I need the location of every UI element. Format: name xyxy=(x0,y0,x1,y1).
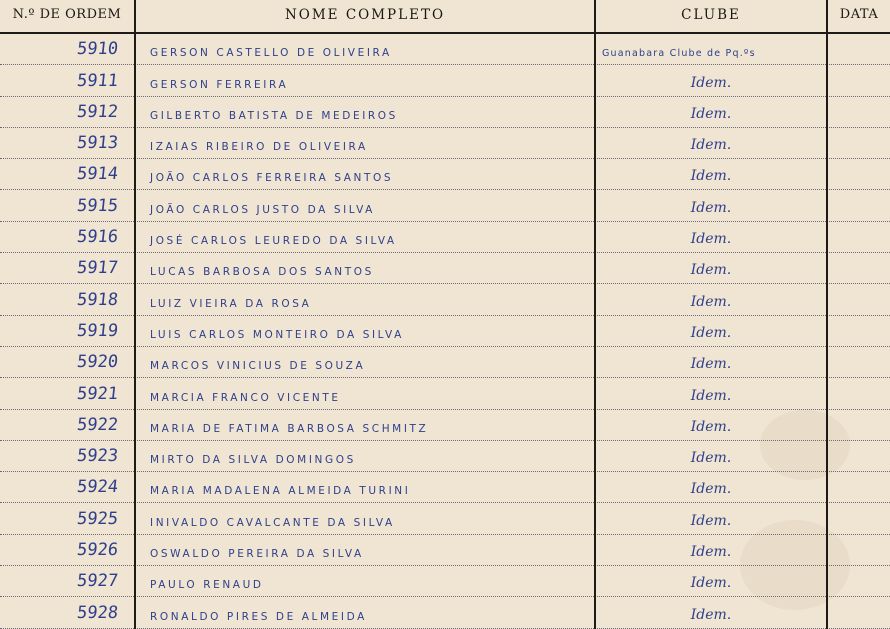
header-numero: N.º DE ORDEM xyxy=(12,7,122,22)
entry-club: Idem. xyxy=(690,512,732,529)
column-divider xyxy=(594,0,596,629)
entry-full-name: LUCAS BARBOSA DOS SANTOS xyxy=(150,266,374,279)
entry-full-name: RONALDO PIRES DE ALMEIDA xyxy=(150,610,367,623)
entry-number: 5917 xyxy=(75,258,120,279)
entry-full-name: JOSÉ CARLOS LEUREDO DA SILVA xyxy=(150,235,397,248)
entry-club: Idem. xyxy=(690,387,732,404)
entry-number: 5928 xyxy=(75,602,120,623)
entry-club: Idem. xyxy=(690,606,732,623)
entry-full-name: OSWALDO PEREIRA DA SILVA xyxy=(150,548,364,561)
entry-number: 5918 xyxy=(75,289,120,310)
entry-full-name: MARIA MADALENA ALMEIDA TURINI xyxy=(150,485,411,498)
entry-number: 5911 xyxy=(75,70,120,91)
entry-club: Idem. xyxy=(690,356,732,373)
entry-number: 5915 xyxy=(75,195,120,216)
entry-full-name: INIVALDO CAVALCANTE DA SILVA xyxy=(150,516,395,529)
entry-club: Idem. xyxy=(690,293,732,310)
entry-full-name: LUIZ VIEIRA DA ROSA xyxy=(150,297,312,310)
entry-club: Idem. xyxy=(690,544,732,561)
entry-full-name: JOÃO CARLOS JUSTO DA SILVA xyxy=(150,203,375,216)
entry-club: Idem. xyxy=(690,324,732,341)
entry-full-name: GILBERTO BATISTA DE MEDEIROS xyxy=(150,109,398,122)
entry-club: Idem. xyxy=(690,231,732,248)
entry-number: 5923 xyxy=(75,446,120,467)
entry-club: Idem. xyxy=(690,262,732,279)
header-data: DATA xyxy=(839,7,879,22)
entry-number: 5913 xyxy=(75,133,120,154)
entry-number: 5920 xyxy=(75,352,120,373)
header-nome: NOME COMPLETO xyxy=(284,7,446,23)
entry-number: 5924 xyxy=(75,477,120,498)
entry-club: Idem. xyxy=(690,575,732,592)
entry-club: Idem. xyxy=(690,105,732,122)
entry-full-name: GERSON CASTELLO DE OLIVEIRA xyxy=(150,47,392,60)
entry-club: Idem. xyxy=(690,74,732,91)
entry-club: Idem. xyxy=(690,450,732,467)
entry-club: Idem. xyxy=(690,481,732,498)
entry-number: 5927 xyxy=(75,571,120,592)
entry-number: 5919 xyxy=(75,320,120,341)
entry-number: 5925 xyxy=(75,508,120,529)
entry-full-name: MARIA DE FATIMA BARBOSA SCHMITZ xyxy=(150,422,429,435)
entry-full-name: PAULO RENAUD xyxy=(150,579,264,592)
entry-full-name: MIRTO DA SILVA DOMINGOS xyxy=(150,454,356,467)
entry-full-name: LUIS CARLOS MONTEIRO DA SILVA xyxy=(150,328,404,341)
entry-full-name: JOÃO CARLOS FERREIRA SANTOS xyxy=(150,172,394,185)
entry-club: Idem. xyxy=(690,418,732,435)
entry-club: Idem. xyxy=(690,168,732,185)
entry-full-name: MARCOS VINICIUS DE SOUZA xyxy=(150,360,366,373)
entry-number: 5912 xyxy=(75,101,120,122)
entry-number: 5916 xyxy=(75,227,120,248)
entry-number: 5926 xyxy=(75,540,120,561)
header-clube: CLUBE xyxy=(681,7,741,23)
entry-full-name: MARCIA FRANCO VICENTE xyxy=(150,391,341,404)
entry-number: 5921 xyxy=(75,383,120,404)
column-divider xyxy=(826,0,828,629)
entry-number: 5922 xyxy=(75,414,120,435)
entry-full-name: IZAIAS RIBEIRO DE OLIVEIRA xyxy=(150,141,368,154)
entry-full-name: GERSON FERREIRA xyxy=(150,78,289,91)
entry-club: Idem. xyxy=(690,199,732,216)
column-divider xyxy=(134,0,136,629)
entry-number: 5910 xyxy=(75,39,120,60)
entry-number: 5914 xyxy=(75,164,120,185)
entry-club: Guanabara Clube de Pq.ºs xyxy=(602,48,756,60)
entry-club: Idem. xyxy=(690,137,732,154)
